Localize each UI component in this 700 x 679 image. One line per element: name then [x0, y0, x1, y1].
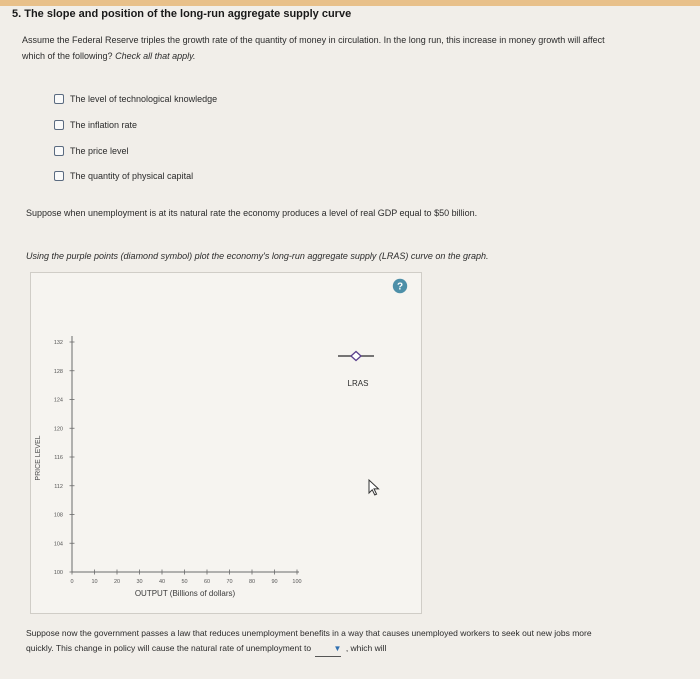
option-label: The level of technological knowledge: [70, 94, 218, 104]
checkbox-icon[interactable]: [54, 146, 64, 156]
option-label: The inflation rate: [70, 120, 138, 130]
followup-text-end: , which will: [345, 643, 387, 653]
x-tick-label: 10: [91, 579, 98, 585]
x-tick-label: 20: [113, 579, 121, 585]
x-tick-label: 30: [136, 579, 143, 585]
question-prompt: [22, 32, 692, 64]
legend-label: LRAS: [347, 379, 369, 388]
checkbox-icon[interactable]: [54, 94, 64, 104]
y-tick-label: 116: [54, 455, 63, 461]
natural-rate-text: Suppose when unemployment is at its natural rate the economy produces a level of real GDP equal to $50 billion.: [26, 208, 478, 218]
y-tick-label: 120: [53, 426, 63, 433]
x-axis-label: OUTPUT (Billions of dollars): [134, 589, 236, 598]
prompt-line-2: [22, 48, 692, 64]
top-accent-strip: [0, 0, 700, 6]
option-technological-knowledge[interactable]: [54, 92, 217, 106]
x-tick-label: 50: [181, 579, 188, 585]
y-tick-label: 100: [53, 570, 63, 576]
x-tick-label: 0: [70, 579, 74, 585]
y-tick-label: 128: [53, 368, 63, 375]
question-title: 5. The slope and position of the long-run aggregate supply curve: [12, 8, 352, 20]
y-tick-label: 132: [53, 340, 63, 346]
graph-panel[interactable]: [30, 272, 422, 614]
y-axis-label: PRICE LEVEL: [35, 435, 42, 481]
help-symbol: ?: [396, 281, 404, 293]
help-icon[interactable]: [392, 278, 408, 294]
checkbox-icon[interactable]: [54, 171, 64, 181]
prompt-instruction: Check all that apply.: [115, 51, 196, 61]
chevron-down-icon[interactable]: ▼: [333, 644, 342, 653]
x-tick-label: 60: [203, 579, 211, 585]
unemployment-dropdown[interactable]: [315, 641, 341, 657]
option-label: The price level: [70, 146, 129, 156]
checkbox-icon[interactable]: [54, 120, 64, 130]
prompt-question: which of the following?: [22, 51, 113, 61]
y-tick-label: 104: [53, 541, 63, 548]
option-physical-capital[interactable]: [54, 169, 193, 183]
option-price-level[interactable]: [54, 144, 129, 158]
x-tick-label: 90: [271, 579, 278, 585]
x-tick-label: 100: [292, 579, 302, 585]
y-tick-label: 124: [53, 397, 63, 404]
followup-line-1: Suppose now the government passes a law that reduces unemployment benefits in a way that causes unemployed workers to seek out new jobs more: [26, 628, 592, 638]
prompt-line-1: Assume the Federal Reserve triples the growth rate of the quantity of money in circulation. In the long run, this increase in money growth will affect: [22, 35, 605, 45]
y-tick-label: 108: [53, 512, 63, 519]
followup-question: [26, 626, 696, 657]
followup-text: quickly. This change in policy will cause the natural rate of unemployment to: [26, 643, 312, 653]
y-tick-label: 112: [54, 483, 63, 490]
followup-line-2: [26, 641, 696, 657]
x-tick-label: 70: [226, 579, 233, 585]
option-inflation-rate[interactable]: [54, 118, 137, 132]
plot-instruction: Using the purple points (diamond symbol) plot the economy's long-run aggregate supply (LRAS) curve on the graph.: [26, 251, 489, 261]
option-label: The quantity of physical capital: [70, 171, 194, 181]
x-tick-label: 40: [158, 579, 166, 585]
x-tick-label: 80: [248, 579, 256, 585]
